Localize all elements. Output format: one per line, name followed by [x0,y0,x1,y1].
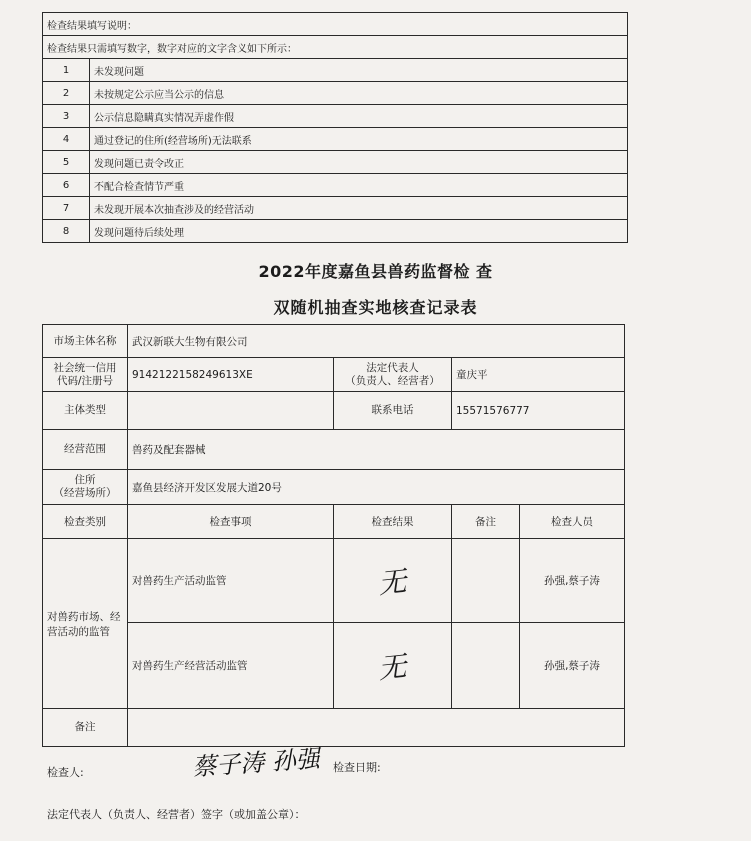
legend-row [43,197,628,220]
legend-text: 通过登记的住所(经营场所)无法联系 [90,128,628,151]
inspection-inspector: 孙强,蔡子涛 [520,539,625,623]
column-header-result: 检查结果 [334,505,452,539]
entity-type-value [128,392,334,430]
legend-num: 2 [43,82,90,105]
legend-num: 4 [43,128,90,151]
legal-rep-value: 童庆平 [452,358,625,392]
entity-name-value: 武汉新联大生物有限公司 [128,325,625,358]
inspection-result [334,623,452,709]
document-title: 2022年度嘉鱼县兽药监督检 查 [258,262,493,281]
remark-value [128,709,625,747]
legend-row [43,128,628,151]
legend-header: 检查结果填写说明： [43,13,628,36]
handwritten-result: 无 [376,649,409,685]
inspection-note [452,623,520,709]
handwritten-result: 无 [376,564,409,600]
address-label [43,470,128,505]
entity-name-label: 市场主体名称 [43,325,128,358]
inspection-item: 对兽药生产活动监管 [128,539,334,623]
inspection-record-table [42,324,625,747]
legal-rep-label-line1: 法定代表人 [366,361,419,374]
entity-type-label: 主体类型 [43,392,128,430]
legend-num: 6 [43,174,90,197]
legend-row [43,174,628,197]
business-scope-value: 兽药及配套器械 [128,430,625,470]
legend-text: 发现问题已责令改正 [90,151,628,174]
inspection-note [452,539,520,623]
legal-rep-label-line2: （负责人、经营者） [345,374,440,387]
legend-row [43,220,628,243]
legend-text: 未按规定公示应当公示的信息 [90,82,628,105]
remark-label: 备注 [43,709,128,747]
legend-text: 不配合检查情节严重 [90,174,628,197]
inspection-inspector: 孙强,蔡子涛 [520,623,625,709]
legend-text: 未发现问题 [90,59,628,82]
address-label-line2: （经营场所） [53,487,117,499]
phone-value: 15571576777 [452,392,625,430]
inspection-row [43,539,625,623]
column-header-inspector: 检查人员 [520,505,625,539]
legend-num: 8 [43,220,90,243]
legend-num: 7 [43,197,90,220]
phone-label: 联系电话 [334,392,452,430]
column-header-item: 检查事项 [128,505,334,539]
inspection-date-label: 检查日期: [333,761,381,774]
legend-text: 未发现开展本次抽查涉及的经营活动 [90,197,628,220]
legal-rep-signature-label: 法定代表人（负责人、经营者）签字（或加盖公章）： [47,808,306,821]
legend-num: 5 [43,151,90,174]
column-header-category: 检查类别 [43,505,128,539]
result-legend-table [42,12,628,243]
legend-num: 1 [43,59,90,82]
legal-rep-label [334,358,452,392]
address-value: 嘉鱼县经济开发区发展大道20号 [128,470,625,505]
credit-code-value: 9142122158249613XE [128,358,334,392]
legend-row [43,82,628,105]
inspection-row [43,623,625,709]
inspector-signature: 蔡子涛 孙强 [191,744,321,782]
legend-text: 公示信息隐瞒真实情况弄虚作假 [90,105,628,128]
credit-code-label [43,358,128,392]
inspection-result [334,539,452,623]
legend-num: 3 [43,105,90,128]
legend-row [43,105,628,128]
credit-code-label-line1: 社会统一信用 [53,361,117,374]
legend-text: 发现问题待后续处理 [90,220,628,243]
legend-row [43,151,628,174]
legend-row [43,59,628,82]
document-subtitle: 双随机抽查实地核查记录表 [273,298,478,317]
column-header-note: 备注 [452,505,520,539]
credit-code-label-line2: 代码/注册号 [56,374,114,387]
legend-intro: 检查结果只需填写数字，数字对应的文字含义如下所示： [43,36,628,59]
business-scope-label: 经营范围 [43,430,128,470]
inspection-item: 对兽药生产经营活动监管 [128,623,334,709]
inspection-category-value: 对兽药市场、经营活动的监管 [43,539,128,709]
address-label-line1: 住所 [74,474,96,486]
inspector-label: 检查人: [47,766,84,779]
